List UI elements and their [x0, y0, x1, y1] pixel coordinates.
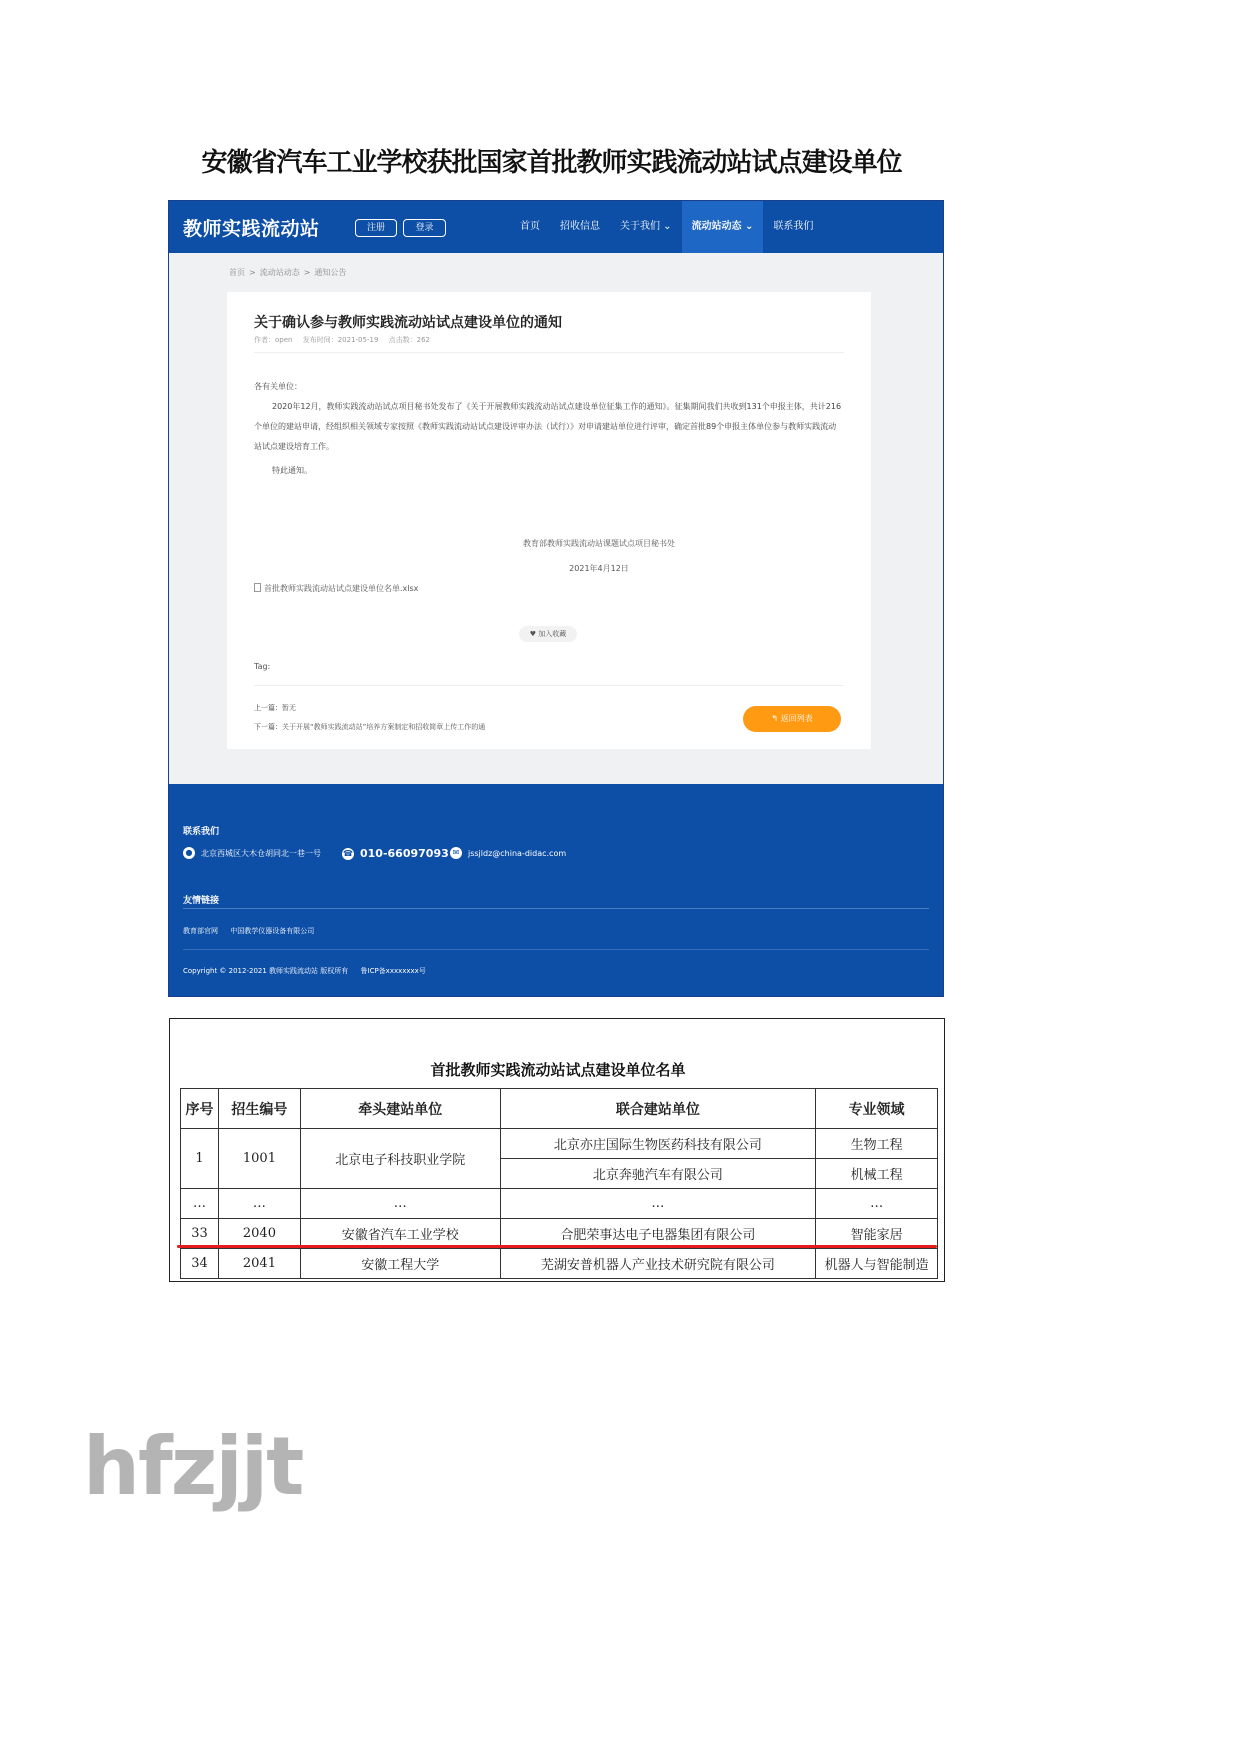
unit-list-table-image: [169, 1018, 945, 1282]
main-nav: [510, 201, 823, 253]
watermark: hfzjjt: [83, 1420, 303, 1513]
cell-field: 机械工程: [816, 1159, 938, 1189]
cell-no: 1: [181, 1129, 219, 1189]
nav-station-news[interactable]: 流动站动态 ⌄: [682, 201, 764, 253]
table-row: [181, 1129, 938, 1159]
breadcrumb-news[interactable]: 流动站动态: [259, 268, 300, 277]
site-header: [169, 201, 944, 253]
attachment-filename: 首批教师实践流动站试点建设单位名单.xlsx: [264, 584, 419, 593]
copyright-text: Copyright © 2012-2021 教师实践流动站 版权所有: [183, 967, 349, 975]
divider: [254, 685, 844, 686]
cell-lead: 安徽工程大学: [300, 1249, 500, 1279]
article-author: 作者：open: [254, 336, 293, 344]
cell-lead: 安徽省汽车工业学校: [300, 1219, 500, 1249]
tag-label: Tag:: [254, 662, 271, 671]
location-pin-icon: ●: [183, 847, 195, 859]
cell-ellipsis: …: [816, 1189, 938, 1219]
attachment-link[interactable]: [254, 583, 418, 594]
highlight-underline: [177, 1245, 937, 1248]
breadcrumb-notice[interactable]: 通知公告: [314, 268, 347, 277]
header-code: 招生编号: [218, 1089, 300, 1129]
nav-about-us[interactable]: 关于我们 ⌄: [620, 221, 672, 232]
article-views: 点击数：262: [388, 336, 431, 344]
footer-copyright: [183, 966, 436, 976]
icp-text: 鲁ICP备xxxxxxxx号: [360, 967, 426, 975]
cell-no: 34: [181, 1249, 219, 1279]
breadcrumb-home[interactable]: 首页: [229, 268, 245, 277]
cell-code: 2040: [218, 1219, 300, 1249]
cell-no: 33: [181, 1219, 219, 1249]
footer-contact-heading: 联系我们: [183, 827, 220, 837]
website-screenshot: [168, 200, 944, 997]
cell-ellipsis: …: [218, 1189, 300, 1219]
register-button[interactable]: 注册: [355, 219, 397, 237]
footer-link-moe[interactable]: 教育部官网: [183, 927, 218, 935]
article-title: 关于确认参与教师实践流动站试点建设单位的通知: [254, 315, 562, 331]
cell-lead: 北京电子科技职业学院: [300, 1129, 500, 1189]
next-article: [254, 722, 485, 732]
header-lead-unit: 牵头建站单位: [300, 1089, 500, 1129]
article-body: [254, 377, 844, 481]
footer-phone: [342, 847, 449, 860]
cell-partner: 北京奔驰汽车有限公司: [500, 1159, 816, 1189]
unit-list-table: [180, 1088, 938, 1279]
breadcrumb: 首页 > 流动站动态 > 通知公告: [229, 268, 347, 277]
table-header-row: [181, 1089, 938, 1129]
footer-email-text[interactable]: jssjldz@china-didac.com: [468, 848, 567, 858]
footer-email: [450, 847, 566, 859]
add-favorite-button[interactable]: ♥ 加入收藏: [519, 626, 577, 642]
cell-field: 生物工程: [816, 1129, 938, 1159]
article-signature: 教育部教师实践流动站课题试点项目秘书处: [523, 539, 675, 548]
article-sign-date: 2021年4月12日: [569, 564, 629, 573]
header-field: 专业领域: [816, 1089, 938, 1129]
prev-value: 暂无: [282, 704, 296, 712]
next-article-link[interactable]: 关于开展“教师实践流动站”培养方案制定和招收简章上传工作的通: [282, 723, 486, 731]
footer-address-text: 北京西城区大木仓胡同北一巷一号: [201, 848, 321, 858]
footer-link-didac[interactable]: 中国教学仪器设备有限公司: [230, 927, 315, 935]
cell-ellipsis: …: [181, 1189, 219, 1219]
article-closing: 特此通知。: [272, 466, 312, 475]
email-icon: ✉: [450, 847, 462, 859]
site-footer: [169, 784, 944, 997]
cell-partner: 合肥荣事达电子电器集团有限公司: [500, 1219, 816, 1249]
table-title: 首批教师实践流动站试点建设单位名单: [430, 1061, 686, 1079]
site-logo[interactable]: 教师实践流动站: [183, 218, 320, 240]
login-button[interactable]: 登录: [403, 219, 446, 237]
divider: [254, 352, 844, 353]
cell-partner: 北京亦庄国际生物医药科技有限公司: [500, 1129, 816, 1159]
cell-field: 智能家居: [816, 1219, 938, 1249]
footer-address: [183, 847, 321, 859]
nav-home[interactable]: 首页: [520, 221, 540, 232]
table-row-ellipsis: [181, 1189, 938, 1219]
header-partner-unit: 联合建站单位: [500, 1089, 816, 1129]
article-paragraph: 2020年12月，教师实践流动站试点项目秘书处发布了《关于开展教师实践流动站试点建设单位征集工作的通知》。征集期间我们共收到131个申报主体，共计216个单位的建站申请，经组织相关领域专家按照《教师实践流动站试点建设评审办法（试行）》对申请建站单位进行评审，确定首批89个申报主体单位参与教师实践流动站试点建设培育工作。: [254, 402, 842, 451]
article-greeting: 各有关单位：: [254, 382, 302, 391]
cell-field: 机器人与智能制造: [816, 1249, 938, 1279]
back-to-list-button[interactable]: ↰ 返回列表: [743, 706, 841, 732]
table-row: [181, 1249, 938, 1279]
prev-article: [254, 703, 296, 713]
cell-code: 2041: [218, 1249, 300, 1279]
nav-recruit-info[interactable]: 招收信息: [560, 221, 600, 232]
phone-icon: ☎: [343, 848, 353, 858]
file-icon: [254, 583, 261, 592]
header-no: 序号: [181, 1089, 219, 1129]
cell-code: 1001: [218, 1129, 300, 1189]
article-date: 发布时间：2021-05-19: [302, 336, 379, 344]
next-label: 下一篇：: [254, 723, 282, 731]
document-title: 安徽省汽车工业学校获批国家首批教师实践流动站试点建设单位: [201, 148, 902, 178]
article-card: [227, 292, 871, 749]
cell-ellipsis: …: [300, 1189, 500, 1219]
footer-links: [183, 926, 324, 936]
article-meta: [254, 335, 438, 345]
table-row-highlighted: [181, 1219, 938, 1249]
divider: [183, 949, 929, 950]
footer-links-heading: 友情链接: [183, 896, 220, 906]
nav-contact[interactable]: 联系我们: [773, 221, 814, 232]
footer-phone-text: 010-66097093: [360, 847, 449, 860]
prev-label: 上一篇：: [254, 704, 282, 712]
cell-partner: 芜湖安普机器人产业技术研究院有限公司: [500, 1249, 816, 1279]
cell-ellipsis: …: [500, 1189, 816, 1219]
divider: [183, 908, 929, 909]
